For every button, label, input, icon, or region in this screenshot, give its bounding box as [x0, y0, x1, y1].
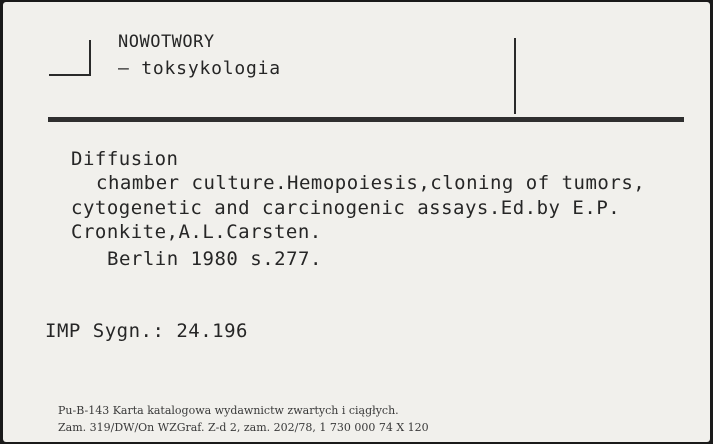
entry-line-title: Diffusion [71, 148, 179, 170]
catalog-card [3, 2, 710, 442]
form-footer-line-2: Zam. 319/DW/On WZGraf. Z-d 2, zam. 202/78, 1 730 000 74 X 120 [58, 421, 429, 434]
entry-line-4: Cronkite,A.L.Carsten. [71, 221, 322, 243]
entry-line-3: cytogenetic and carcinogenic assays.Ed.by E.P. [71, 197, 621, 219]
call-number: IMP Sygn.: 24.196 [45, 320, 248, 342]
header-divider-vertical [514, 38, 516, 114]
subject-heading: NOWOTWORY [118, 32, 215, 52]
entry-line-imprint: Berlin 1980 s.277. [107, 248, 322, 270]
form-footer-line-1: Pu-B-143 Karta katalogowa wydawnictw zwartych i ciągłych. [58, 404, 399, 417]
entry-line-2: chamber culture.Hemopoiesis,cloning of tumors, [96, 172, 646, 194]
subject-subdivision: – toksykologia [118, 58, 281, 79]
corner-mark-horizontal [49, 74, 91, 76]
header-divider-horizontal [48, 117, 684, 122]
corner-mark-vertical [89, 40, 91, 76]
